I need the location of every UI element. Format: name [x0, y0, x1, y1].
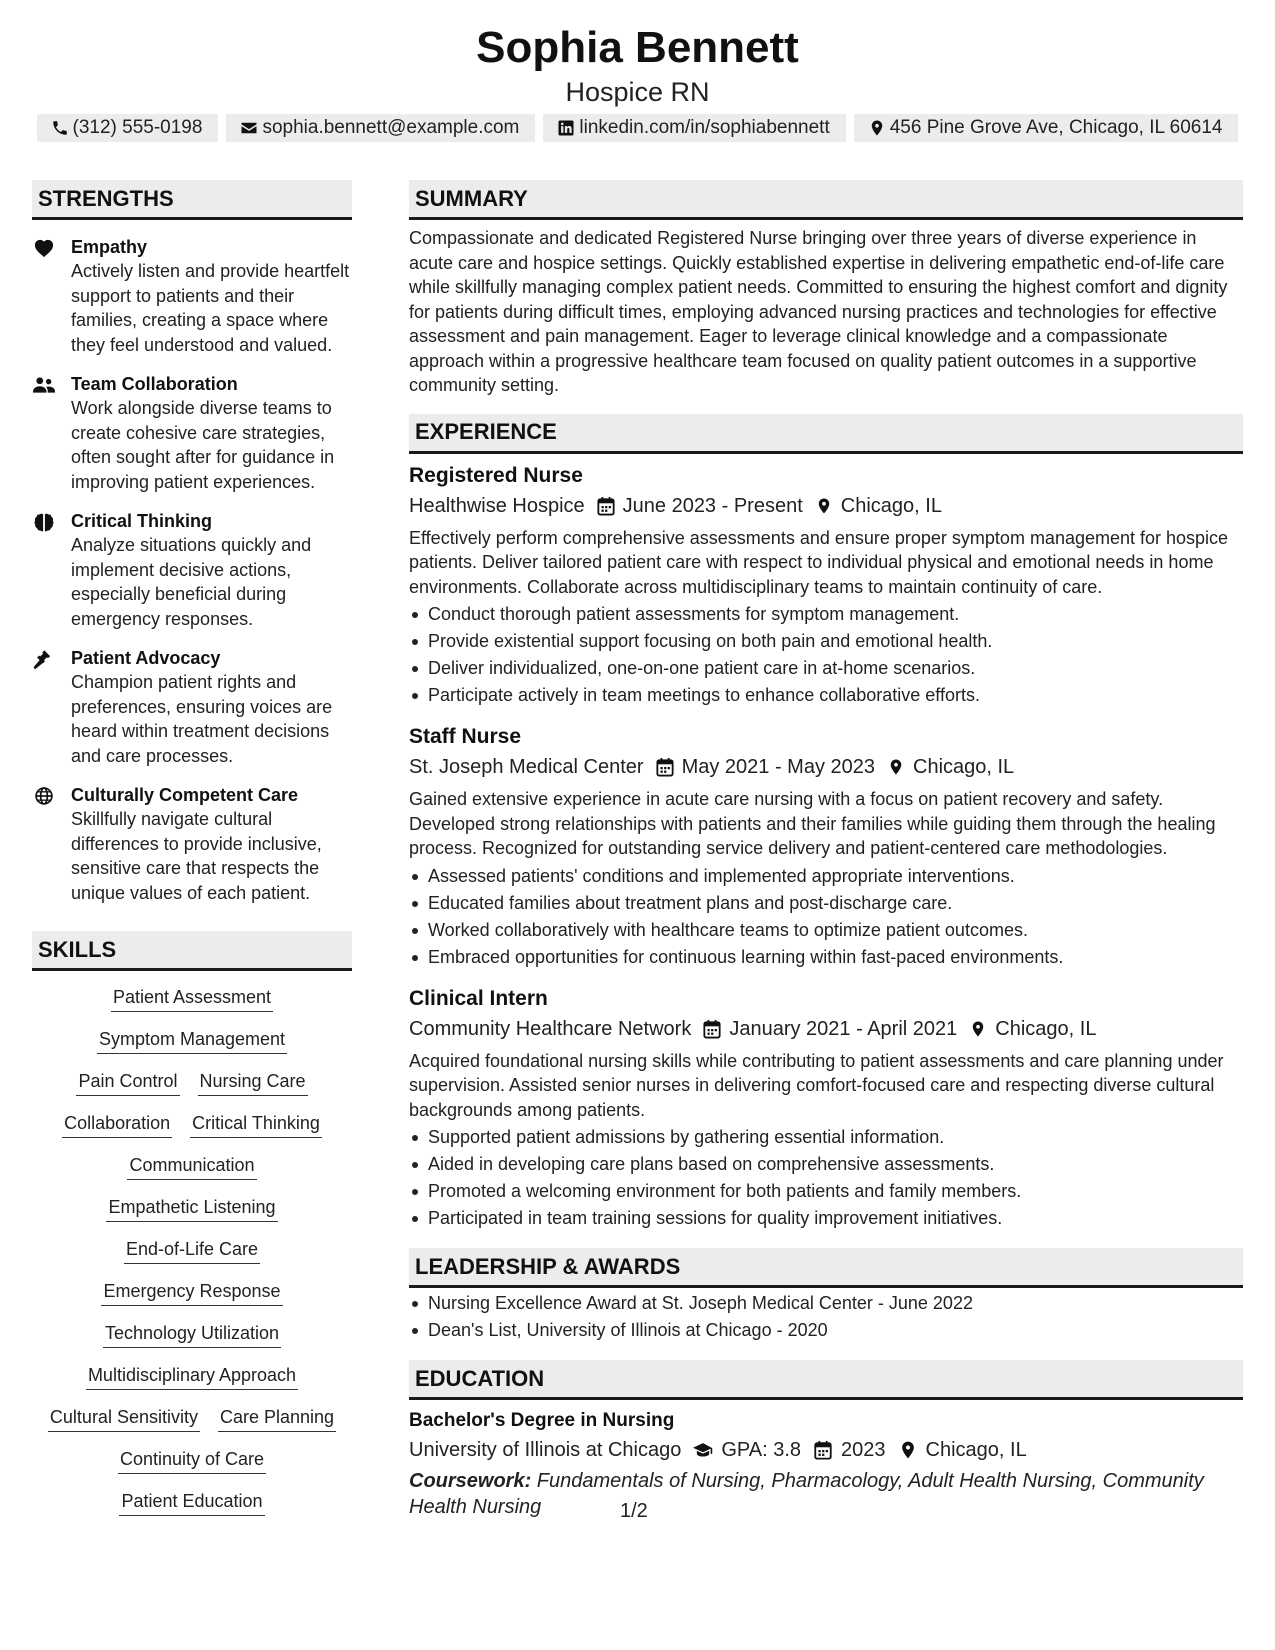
map-pin-icon [969, 1019, 987, 1039]
experience-heading: EXPERIENCE [409, 414, 1243, 454]
job-title: Registered Nurse [409, 463, 583, 487]
strength-item [32, 372, 352, 494]
resume-header [0, 22, 1275, 108]
list-item: Dean's List, University of Illinois at Chicago - 2020 [409, 1317, 1243, 1344]
edu-location: Chicago, IL [925, 1439, 1027, 1461]
strength-title: Team Collaboration [71, 374, 238, 394]
skill-tag: Multidisciplinary Approach [86, 1363, 298, 1390]
gavel-icon [33, 649, 55, 669]
map-pin-icon [887, 757, 905, 777]
skill-tag: Patient Education [119, 1489, 264, 1516]
phone-icon [51, 119, 69, 137]
job-dates: June 2023 - Present [622, 494, 803, 517]
edu-year: 2023 [841, 1439, 886, 1461]
skills-heading: SKILLS [32, 931, 352, 971]
strength-title: Patient Advocacy [71, 648, 221, 668]
map-pin-icon [868, 119, 886, 137]
contact-email[interactable] [226, 114, 535, 142]
strength-title: Culturally Competent Care [71, 785, 299, 805]
skill-tag: Critical Thinking [190, 1111, 322, 1138]
candidate-name: Sophia Bennett [476, 23, 799, 72]
list-item: Supported patient admissions by gathering essential information. [409, 1124, 1243, 1151]
job-company: Healthwise Hospice [409, 494, 585, 517]
job-title: Staff Nurse [409, 725, 522, 748]
skills-list [32, 985, 352, 1516]
strength-title: Critical Thinking [71, 511, 213, 531]
education-heading: EDUCATION [409, 1360, 1243, 1400]
job-bullets [409, 601, 1243, 709]
edu-coursework [409, 1468, 1243, 1520]
users-icon [33, 375, 55, 395]
strength-desc: Analyze situations quickly and implement decisive actions, especially beneficial during emergency responses. [71, 535, 312, 629]
contact-email-text[interactable]: sophia.bennett@example.com [262, 117, 520, 138]
skill-tag: End-of-Life Care [124, 1237, 260, 1264]
list-item: Provide existential support focusing on both pain and emotional health. [409, 628, 1243, 655]
job-location: Chicago, IL [913, 756, 1015, 778]
edu-school: University of Illinois at Chicago [409, 1439, 682, 1461]
skill-tag: Technology Utilization [103, 1321, 281, 1348]
calendar-icon [813, 1440, 833, 1460]
list-item: Worked collaboratively with healthcare teams to optimize patient outcomes. [409, 917, 1243, 944]
page-number: 1/2 [620, 1500, 648, 1522]
contact-phone-text: (312) 555-0198 [72, 117, 203, 138]
strength-item [32, 783, 352, 905]
job-company: Community Healthcare Network [409, 1017, 692, 1040]
list-item: Embraced opportunities for continuous learning within fast-paced environments. [409, 944, 1243, 971]
job-meta [409, 753, 1243, 781]
summary-heading: SUMMARY [409, 180, 1243, 220]
strengths-heading: STRENGTHS [32, 180, 352, 220]
job-title: Clinical Intern [409, 986, 548, 1010]
awards-list [409, 1290, 1243, 1344]
job-bullets [409, 1124, 1243, 1232]
job-dates: May 2021 - May 2023 [681, 756, 875, 778]
job-entry [409, 462, 1243, 710]
job-description: Acquired foundational nursing skills while contributing to patient assessments and care planning under supervision. Assisted senior nurses in delivering comfort-focused care and respecting diverse cultural backgrounds among patients. [409, 1050, 1224, 1120]
contact-phone [37, 114, 219, 142]
list-item: Promoted a welcoming environment for both patients and family members. [409, 1178, 1243, 1205]
graduation-cap-icon [693, 1440, 713, 1460]
contact-linkedin[interactable] [543, 114, 845, 142]
list-item: Aided in developing care plans based on comprehensive assessments. [409, 1151, 1243, 1178]
skill-tag: Communication [127, 1153, 256, 1180]
right-column [409, 180, 1243, 1520]
contact-address [854, 114, 1239, 142]
map-pin-icon [815, 496, 833, 516]
map-pin-icon [898, 1440, 918, 1460]
strength-item [32, 235, 352, 357]
globe-icon [33, 786, 55, 806]
skill-tag: Collaboration [62, 1111, 172, 1138]
contact-address-text: 456 Pine Grove Ave, Chicago, IL 60614 [889, 117, 1223, 138]
edu-degree: Bachelor's Degree in Nursing [409, 1410, 675, 1431]
skill-tag: Empathetic Listening [106, 1195, 277, 1222]
skill-tag: Continuity of Care [118, 1447, 266, 1474]
job-description: Gained extensive experience in acute care nursing with a focus on patient recovery and safety. Developed strong relationships with patients and their families while guiding them through the healing process. Recognized for outstanding service delivery and patient-centered care methodologies. [409, 789, 1216, 858]
list-item: Participate actively in team meetings to enhance collaborative efforts. [409, 682, 1243, 709]
job-company: St. Joseph Medical Center [409, 756, 644, 778]
skill-tag: Care Planning [218, 1405, 336, 1432]
job-meta [409, 492, 1243, 520]
awards-heading: LEADERSHIP & AWARDS [409, 1248, 1243, 1288]
left-column [32, 180, 352, 1516]
list-item: Educated families about treatment plans and post-discharge care. [409, 890, 1243, 917]
list-item: Deliver individualized, one-on-one patient care in at-home scenarios. [409, 655, 1243, 682]
skill-tag: Patient Assessment [111, 985, 273, 1012]
strength-desc: Champion patient rights and preferences, ensuring voices are heard within treatment decisions and care processes. [71, 672, 333, 766]
list-item: Conduct thorough patient assessments for symptom management. [409, 601, 1243, 628]
linkedin-icon [557, 119, 575, 137]
brain-icon [33, 512, 55, 532]
strength-desc: Work alongside diverse teams to create cohesive care strategies, often sought after for guidance in improving patient experiences. [71, 398, 335, 492]
edu-meta [409, 1436, 1243, 1464]
calendar-icon [597, 496, 615, 516]
skill-tag: Cultural Sensitivity [48, 1405, 200, 1432]
strength-title: Empathy [71, 237, 148, 257]
job-bullets [409, 863, 1243, 971]
skill-tag: Emergency Response [101, 1279, 282, 1306]
edu-gpa: GPA: 3.8 [721, 1439, 802, 1461]
contact-linkedin-text[interactable]: linkedin.com/in/sophiabennett [579, 117, 830, 138]
job-location: Chicago, IL [840, 494, 942, 517]
list-item: Nursing Excellence Award at St. Joseph Medical Center - June 2022 [409, 1290, 1243, 1317]
heart-icon [33, 238, 55, 258]
skill-tag: Pain Control [76, 1069, 179, 1096]
job-meta [409, 1015, 1243, 1043]
job-location: Chicago, IL [995, 1017, 1097, 1040]
envelope-icon [240, 119, 258, 137]
coursework-list: Fundamentals of Nursing, Pharmacology, Adult Health Nursing, Community Health Nursing [409, 1470, 1204, 1518]
list-item: Participated in team training sessions for quality improvement initiatives. [409, 1205, 1243, 1232]
strength-desc: Skillfully navigate cultural differences to provide inclusive, sensitive care that respects the unique values of each patient. [71, 809, 322, 903]
list-item: Assessed patients' conditions and implemented appropriate interventions. [409, 863, 1243, 890]
job-entry [409, 985, 1243, 1233]
candidate-title: Hospice RN [565, 77, 710, 107]
skill-tag: Nursing Care [198, 1069, 308, 1096]
calendar-icon [656, 757, 674, 777]
strength-item [32, 646, 352, 768]
contact-bar [0, 114, 1275, 142]
job-description: Effectively perform comprehensive assessments and ensure proper symptom management for hospice patients. Deliver tailored patient care with respect to individual physical and emotional needs in home environments. Collaborate across multidisciplinary teams to maintain continuity of care. [409, 527, 1229, 597]
job-dates: January 2021 - April 2021 [729, 1017, 958, 1040]
summary-text: Compassionate and dedicated Registered Nurse bringing over three years of diverse experience in acute care and hospice settings. Quickly established expertise in delivering empathetic end-of-life care while skillfully managing complex patient needs. Committed to ensuring the highest comfort and dignity for patients during difficult times, employing advanced nursing practices and technologies for effective assessment and pain management. Eager to leverage clinical knowledge and a compassionate approach within a progressive healthcare team focused on quality patient outcomes in a supportive community setting. [409, 228, 1228, 395]
job-entry [409, 723, 1243, 971]
coursework-label: Coursework: [409, 1470, 532, 1492]
strength-desc: Actively listen and provide heartfelt support to patients and their families, creating a space where they feel understood and valued. [71, 261, 350, 355]
skill-tag: Symptom Management [97, 1027, 287, 1054]
calendar-icon [703, 1019, 721, 1039]
strength-item [32, 509, 352, 631]
